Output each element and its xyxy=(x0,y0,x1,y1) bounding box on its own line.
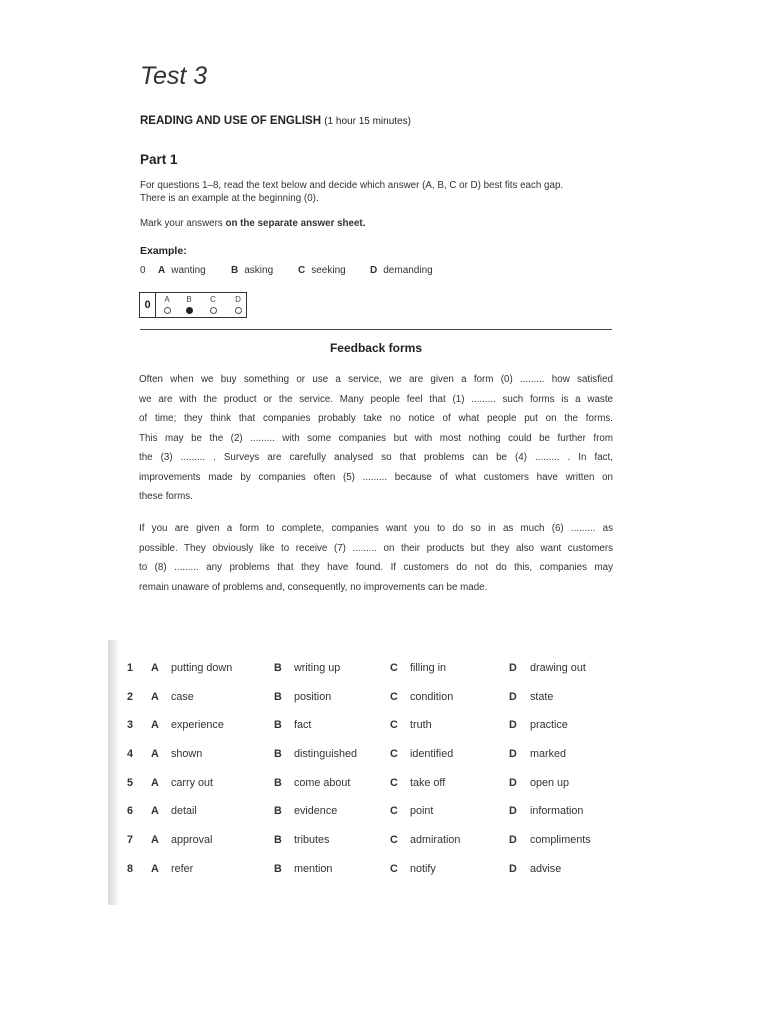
option-letter-a: A xyxy=(151,805,159,818)
question-row xyxy=(120,777,620,806)
question-number: 6 xyxy=(127,805,134,818)
option-text-d: marked xyxy=(530,748,567,761)
test-title: Test 3 xyxy=(140,62,208,90)
example-option-d: D demanding xyxy=(370,265,433,276)
option-letter-a: A xyxy=(151,719,159,732)
passage-line: remain unaware of problems and, consequently, no improvements can be made. xyxy=(139,581,488,593)
example-label: Example: xyxy=(140,245,187,257)
passage-line: we are with the product or the service. Many people feel that (1) ......... such forms is a waste xyxy=(139,393,613,405)
option-letter-d: D xyxy=(509,662,517,674)
section-title: READING AND USE OF ENGLISH xyxy=(140,115,322,127)
option-letter-d: D xyxy=(509,690,517,703)
option-text-b: distinguished xyxy=(294,748,358,761)
option-text-d: compliments xyxy=(530,834,591,847)
question-row xyxy=(120,863,620,892)
answer-bubble-a xyxy=(164,307,171,314)
option-text-a: carry out xyxy=(171,776,214,789)
answer-bubble-d xyxy=(235,307,242,314)
option-letter-b: B xyxy=(274,834,282,847)
option-text-b: come about xyxy=(294,776,351,789)
option-text-b: writing up xyxy=(294,662,341,674)
option-text-a: experience xyxy=(171,719,224,732)
option-letter-d: D xyxy=(509,805,517,818)
option-letter-c: C xyxy=(390,662,398,674)
question-number: 3 xyxy=(127,719,134,732)
option-text-c: identified xyxy=(410,748,454,761)
option-text-d: practice xyxy=(530,719,568,732)
option-letter-a: A xyxy=(151,834,159,847)
question-number: 5 xyxy=(127,776,134,789)
option-text-b: tributes xyxy=(294,834,330,847)
option-letter-c: C xyxy=(390,834,398,847)
option-text-b: fact xyxy=(294,719,312,732)
option-letter-a: A xyxy=(151,776,159,789)
example-answer-grid xyxy=(139,292,247,318)
example-option-b: B asking xyxy=(231,265,274,276)
option-text-d: advise xyxy=(530,862,562,875)
option-text-b: mention xyxy=(294,862,333,875)
option-letter-c: C xyxy=(390,805,398,818)
option-letter-a: A xyxy=(151,748,159,761)
passage-line: possible. They obviously like to receive (7) ......... on their products but they also want customers xyxy=(139,542,613,554)
passage-line: improvements made by companies often (5) ......... because of what customers have written on xyxy=(139,471,613,483)
question-options-table xyxy=(120,662,620,892)
question-row xyxy=(120,805,620,834)
option-text-b: evidence xyxy=(294,805,338,818)
option-letter-b: B xyxy=(274,662,282,674)
passage-line: Often when we buy something or use a service, we are given a form (0) ......... how satisfied xyxy=(139,374,613,385)
passage-paragraph-1 xyxy=(139,370,613,507)
question-number: 7 xyxy=(127,834,134,847)
question-number: 2 xyxy=(127,690,134,703)
option-text-c: filling in xyxy=(410,662,447,674)
option-letter-b: B xyxy=(274,862,282,875)
answer-grid-col-d: D xyxy=(232,295,244,314)
option-text-a: shown xyxy=(171,748,203,761)
option-letter-c: C xyxy=(390,690,398,703)
answer-bubble-b-filled xyxy=(186,307,193,314)
section-heading xyxy=(140,115,411,127)
question-number: 4 xyxy=(127,748,134,761)
option-text-c: admiration xyxy=(410,834,461,847)
question-row xyxy=(120,691,620,720)
question-row xyxy=(120,748,620,777)
instructions xyxy=(140,179,620,205)
option-letter-b: B xyxy=(274,748,282,761)
option-text-c: take off xyxy=(410,776,446,789)
question-row xyxy=(120,719,620,748)
option-text-a: putting down xyxy=(171,662,233,674)
option-letter-d: D xyxy=(509,862,517,875)
option-letter-b: B xyxy=(274,690,282,703)
option-letter-d: D xyxy=(509,719,517,732)
passage-paragraph-2 xyxy=(139,519,613,597)
question-number: 1 xyxy=(127,662,134,674)
option-letter-d: D xyxy=(509,776,517,789)
option-letter-c: C xyxy=(390,748,398,761)
passage-line: the (3) ......... . Surveys are carefully analysed so that problems can be (4) ......... . In fact, xyxy=(139,452,613,463)
option-text-a: detail xyxy=(171,805,197,818)
section-duration: (1 hour 15 minutes) xyxy=(324,116,411,127)
passage-line: these forms. xyxy=(139,491,193,502)
answer-bubble-c xyxy=(210,307,217,314)
question-number: 8 xyxy=(127,862,134,875)
option-letter-a: A xyxy=(151,690,159,703)
passage-title: Feedback forms xyxy=(329,341,423,355)
option-letter-b: B xyxy=(274,805,282,818)
example-option-a: A wanting xyxy=(158,265,206,276)
answer-grid-col-b: B xyxy=(183,295,195,314)
question-row xyxy=(120,834,620,863)
option-text-a: refer xyxy=(171,862,194,875)
mark-answers-instruction xyxy=(140,218,365,229)
scan-edge-shadow xyxy=(108,640,120,905)
option-letter-a: A xyxy=(151,862,159,875)
option-text-b: position xyxy=(294,690,332,703)
option-letter-c: C xyxy=(390,862,398,875)
option-text-c: notify xyxy=(410,862,436,875)
answer-grid-col-a: A xyxy=(161,295,173,314)
option-text-c: point xyxy=(410,805,434,818)
option-text-a: approval xyxy=(171,834,213,847)
answer-grid-number: 0 xyxy=(140,293,156,317)
mark-answers-prefix: Mark your answers xyxy=(140,218,226,229)
question-row xyxy=(120,662,620,691)
instructions-line-2: There is an example at the beginning (0). xyxy=(140,193,319,204)
option-letter-a: A xyxy=(151,662,159,674)
option-letter-c: C xyxy=(390,776,398,789)
option-text-d: information xyxy=(530,805,584,818)
option-letter-c: C xyxy=(390,719,398,732)
passage-line: If you are given a form to complete, companies want you to do so in as much (6) ......... as xyxy=(139,523,613,534)
instructions-line-1: For questions 1–8, read the text below and decide which answer (A, B, C or D) best fits each gap. xyxy=(140,180,564,191)
divider-line xyxy=(140,329,612,330)
passage-line: to (8) ......... any problems that they have found. If customers do not do this, companies may xyxy=(139,562,613,573)
option-letter-b: B xyxy=(274,719,282,732)
option-letter-b: B xyxy=(274,776,282,789)
option-text-a: case xyxy=(171,690,194,703)
option-text-d: state xyxy=(530,690,554,703)
passage-line: This may be the (2) ......... with some companies but with most nothing could be further from xyxy=(139,432,613,444)
option-text-d: open up xyxy=(530,776,570,789)
option-text-d: drawing out xyxy=(530,662,586,674)
part-heading: Part 1 xyxy=(140,152,178,167)
example-number: 0 xyxy=(140,265,146,276)
option-letter-d: D xyxy=(509,748,517,761)
answer-grid-col-c: C xyxy=(207,295,219,314)
option-text-c: condition xyxy=(410,690,454,703)
option-text-c: truth xyxy=(410,719,432,732)
example-option-c: C seeking xyxy=(298,265,346,276)
mark-answers-bold: on the separate answer sheet. xyxy=(225,218,366,229)
passage-line: of time; they think that companies probably take no notice of what people put on the forms. xyxy=(139,413,613,424)
option-letter-d: D xyxy=(509,834,517,847)
